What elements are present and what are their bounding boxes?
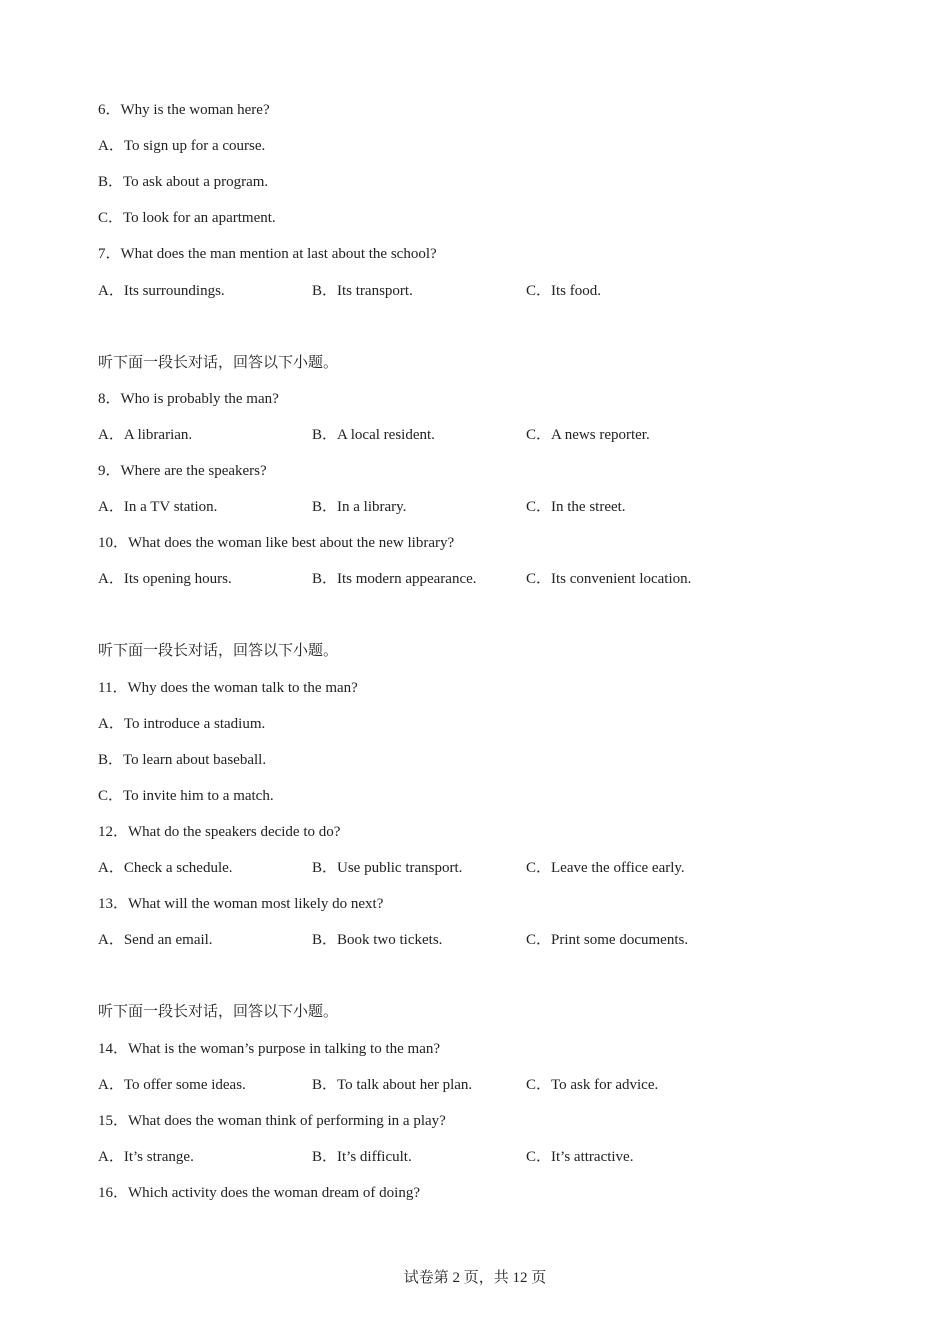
question-9-option-a: A．In a TV station. xyxy=(98,499,218,515)
section-intro: 听下面一段长对话，回答以下小题。 xyxy=(98,355,339,371)
question-7-option-c: C．Its food. xyxy=(526,283,602,299)
question-13-option-c: C．Print some documents. xyxy=(526,932,689,948)
page-footer: 试卷第 2 页，共 12 页 xyxy=(403,1270,547,1286)
question-11-option-a: A．To introduce a stadium. xyxy=(98,716,266,732)
question-14: 14．What is the woman’s purpose in talking to the man? xyxy=(98,1041,441,1057)
section-intro: 听下面一段长对话，回答以下小题。 xyxy=(98,1004,339,1020)
question-15: 15．What does the woman think of performing in a play? xyxy=(98,1113,446,1129)
question-6: 6．Why is the woman here? xyxy=(98,102,270,118)
question-6-option-c: C．To look for an apartment. xyxy=(98,210,276,226)
question-12-option-c: C．Leave the office early. xyxy=(526,860,685,876)
question-9-option-c: C．In the street. xyxy=(526,499,626,515)
question-14-option-b: B．To talk about her plan. xyxy=(312,1077,473,1093)
question-6-option-b: B．To ask about a program. xyxy=(98,174,269,190)
question-10: 10．What does the woman like best about the new library? xyxy=(98,535,455,551)
question-7: 7．What does the man mention at last about the school? xyxy=(98,246,437,262)
question-15-option-a: A．It’s strange. xyxy=(98,1149,194,1165)
question-12: 12．What do the speakers decide to do? xyxy=(98,824,341,840)
question-15-option-b: B．It’s difficult. xyxy=(312,1149,412,1165)
question-12-option-b: B．Use public transport. xyxy=(312,860,463,876)
question-15-option-c: C．It’s attractive. xyxy=(526,1149,634,1165)
question-10-option-b: B．Its modern appearance. xyxy=(312,571,477,587)
question-13-option-b: B．Book two tickets. xyxy=(312,932,443,948)
question-13: 13．What will the woman most likely do next? xyxy=(98,896,384,912)
section-intro: 听下面一段长对话，回答以下小题。 xyxy=(98,643,339,659)
question-11-option-c: C．To invite him to a match. xyxy=(98,788,274,804)
question-6-option-a: A．To sign up for a course. xyxy=(98,138,266,154)
question-10-option-c: C．Its convenient location. xyxy=(526,571,692,587)
question-7-option-a: A．Its surroundings. xyxy=(98,283,225,299)
question-14-option-a: A．To offer some ideas. xyxy=(98,1077,246,1093)
question-11: 11．Why does the woman talk to the man? xyxy=(98,680,358,696)
question-8: 8．Who is probably the man? xyxy=(98,391,279,407)
question-10-option-a: A．Its opening hours. xyxy=(98,571,232,587)
question-9: 9．Where are the speakers? xyxy=(98,463,267,479)
question-12-option-a: A．Check a schedule. xyxy=(98,860,233,876)
question-8-option-c: C．A news reporter. xyxy=(526,427,650,443)
question-7-option-b: B．Its transport. xyxy=(312,283,413,299)
question-8-option-b: B．A local resident. xyxy=(312,427,435,443)
question-9-option-b: B．In a library. xyxy=(312,499,407,515)
question-11-option-b: B．To learn about baseball. xyxy=(98,752,267,768)
question-16: 16．Which activity does the woman dream of doing? xyxy=(98,1185,420,1201)
question-8-option-a: A．A librarian. xyxy=(98,427,193,443)
question-13-option-a: A．Send an email. xyxy=(98,932,213,948)
question-14-option-c: C．To ask for advice. xyxy=(526,1077,659,1093)
